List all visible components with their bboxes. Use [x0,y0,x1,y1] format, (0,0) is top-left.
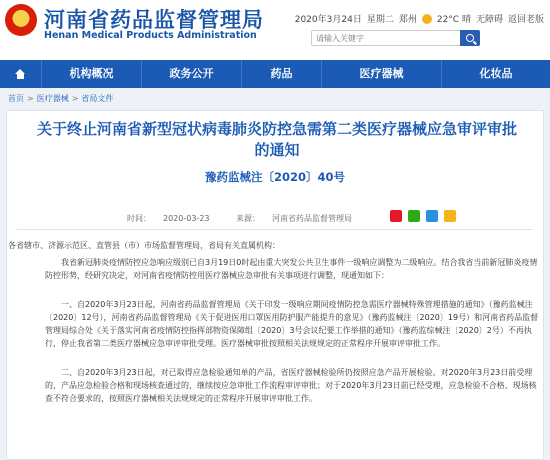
site-subtitle: Henan Medical Products Administration [44,30,257,41]
article-source-value: 河南省药品监督管理局 [272,214,353,223]
main-nav [0,60,550,88]
breadcrumb [0,88,550,108]
qzone-share-icon[interactable] [444,210,456,222]
article-source-label: 来源： [236,214,261,223]
weibo-share-icon[interactable] [390,210,402,222]
weather-temperature: 22°C 晴 [436,15,471,25]
document-number: 豫药监械注〔2020〕40号 [204,170,345,184]
back-old-version-link[interactable]: 返回老版 [507,15,544,25]
article-title: 关于终止河南省新型冠状病毒肺炎防控急需第二类医疗器械应急审评审批的通知 [36,120,517,159]
current-weekday: 星期二 [366,15,394,25]
article-paragraph: 二、自2020年3月23日起，对已取得应急检验通知单的产品，省医疗器械检验所仍按照应急产品开展检验。对2020年3月23日前受理的，产品应急检验合格和现场核查通过的，继续按应急审批工作流程审评审批；对于2020年3月23日前已经受理，应急检验不合格、现场核查不符合要求的，按照医疗器械相关法规规定的正常程序开展审评审批工作。 [45,368,537,403]
article-panel [6,110,544,460]
search-button[interactable] [460,30,480,46]
nav-item-medical-devices[interactable]: 医疗器械 [322,60,442,88]
site-header [0,0,550,60]
nav-item-cosmetics[interactable]: 化妆品 [479,67,513,80]
nav-item-drugs[interactable]: 药品 [242,60,322,88]
publish-date-value: 2020-03-23 [163,214,210,223]
home-icon [15,69,26,79]
article-paragraph: 一、自2020年3月23日起，河南省药品监督管理局《关于印发一级响应期间疫情防控急需医疗器械特殊管理措施的通知》（豫药监械注〔2020〕12号），河南省药品监督管理局《关于促进医用口罩医用防护服产能提升的意见》（豫药监械注〔2020〕19号）和河南省药品监督管理局综合处《关于落实河南省疫情防控指挥部物资保障组〔2020〕3号会议纪要工作举措的通知》（豫药监综械注〔2020〕2号）不再执行，停止我省第二类医疗器械应急审评审批受理。医疗器械审批按照相关法规规定的正常程序开展审评审批工作。 [45,300,539,348]
article-paragraph: 我省新冠肺炎疫情防控应急响应级别已自3月19日0时起由重大突发公共卫生事件一级响应调整为二级响应。结合我省当前新冠肺炎疫情防控形势，经研究决定，对河南省疫情防控用医疗器械应急审批有关事项进行调整，现通知如下： [45,258,538,280]
current-date: 2020年3月24日 [294,15,362,25]
accessibility-link[interactable]: 无障碍 [475,15,503,25]
national-emblem-icon [5,4,37,36]
breadcrumb-medical-devices[interactable]: 医疗器械 [36,94,69,103]
breadcrumb-separator: > [27,94,34,103]
qq-share-icon[interactable] [426,210,438,222]
search-icon [466,34,474,42]
nav-item-about[interactable]: 机构概况 [42,60,142,88]
article-meta [127,213,376,224]
current-city: 郑州 [398,15,417,25]
wechat-share-icon[interactable] [408,210,420,222]
meta-divider [17,229,533,230]
breadcrumb-home[interactable]: 首页 [8,94,24,103]
article-source [236,214,364,223]
article-body [8,239,543,409]
article-greeting: 各省辖市、济源示范区、直管县（市）市场监督管理局，省局有关直属机构： [8,241,280,250]
breadcrumb-provincial-documents[interactable]: 省局文件 [81,94,114,103]
sun-icon [422,14,432,24]
publish-date-label: 时间： [127,214,151,223]
publish-date [127,214,222,223]
site-title[interactable]: 河南省药品监督管理局 [44,8,264,32]
breadcrumb-separator: > [71,94,79,103]
nav-home[interactable] [0,60,42,88]
share-bar [390,210,456,222]
top-info-bar [295,12,544,25]
search-input[interactable] [311,30,461,46]
nav-item-government-affairs[interactable]: 政务公开 [142,60,242,88]
